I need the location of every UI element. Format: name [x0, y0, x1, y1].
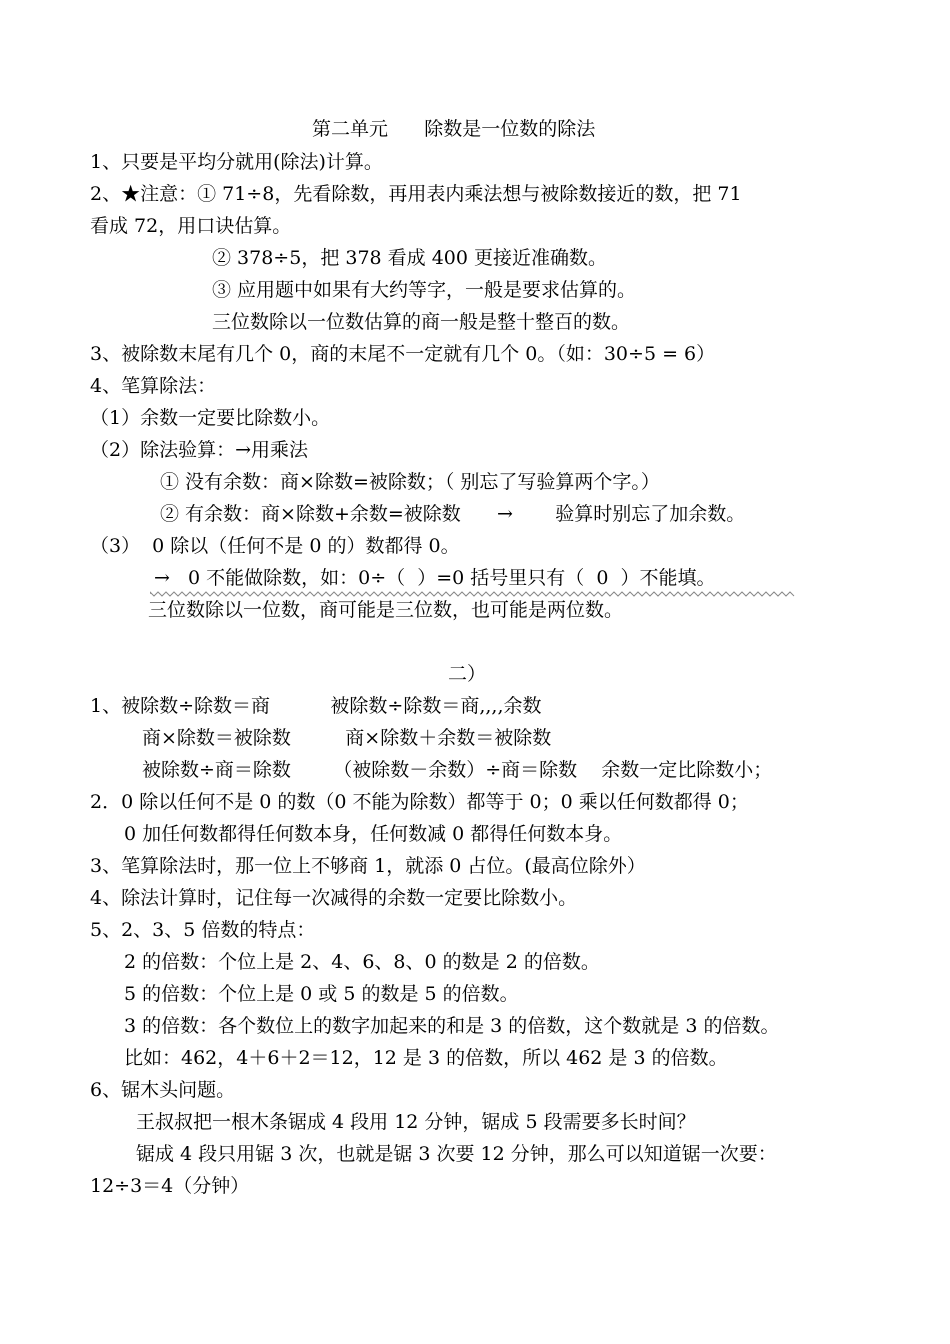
text-line: 5、2、3、5 倍数的特点：: [90, 919, 316, 941]
text-line: 3 的倍数：各个数位上的数字加起来的和是 3 的倍数，这个数就是 3 的倍数。: [124, 1015, 780, 1037]
text-line: ② 有余数：商×除数+余数=被除数 → 验算时别忘了加余数。: [160, 503, 746, 525]
text-line: （3） 0 除以（任何不是 0 的）数都得 0。: [90, 535, 460, 557]
text-line: 王叔叔把一根木条锯成 4 段用 12 分钟，锯成 5 段需要多长时间？: [136, 1111, 696, 1133]
text-line: 被除数÷商＝除数 （被除数－余数）÷商＝除数 余数一定比除数小；: [142, 759, 773, 781]
text-line: 三位数除以一位数估算的商一般是整十整百的数。: [212, 311, 631, 333]
wavy-underline: [150, 591, 795, 597]
section-heading: 二）: [448, 663, 487, 685]
text-line: 2．0 除以任何不是 0 的数（0 不能为除数）都等于 0；0 乘以任何数都得 0；: [90, 791, 749, 813]
text-line: 1、被除数÷除数＝商 被除数÷除数＝商,,,,余数: [90, 695, 542, 717]
text-line: 2、★注意：① 71÷8，先看除数，再用表内乘法想与被除数接近的数，把 71: [90, 183, 742, 205]
text-line: 4、笔算除法：: [90, 375, 217, 397]
text-line: 三位数除以一位数，商可能是三位数，也可能是两位数。: [148, 599, 624, 621]
text-line: 比如：462，4＋6＋2＝12，12 是 3 的倍数，所以 462 是 3 的倍数。: [124, 1047, 728, 1069]
text-line: 3、被除数末尾有几个 0，商的末尾不一定就有几个 0。（如：30÷5 = 6）: [90, 343, 716, 365]
text-line: 看成 72，用口诀估算。: [90, 215, 292, 237]
text-line: 6、锯木头问题。: [90, 1079, 236, 1101]
text-line: 5 的倍数：个位上是 0 或 5 的数是 5 的倍数。: [124, 983, 519, 1005]
text-line: 3、笔算除法时，那一位上不够商 1，就添 0 占位。(最高位除外）: [90, 855, 646, 877]
text-line: → 0 不能做除数，如：0÷（ ）=0 括号里只有（ 0 ）不能填。: [154, 567, 716, 589]
text-line: （2）除法验算：→用乘法: [90, 439, 309, 461]
text-line: ② 378÷5，把 378 看成 400 更接近准确数。: [212, 247, 608, 269]
text-line: ① 没有余数：商×除数=被除数；（ 别忘了写验算两个字。）: [160, 471, 660, 493]
text-line: 2 的倍数：个位上是 2、4、6、8、0 的数是 2 的倍数。: [124, 951, 600, 973]
text-line: 0 加任何数都得任何数本身，任何数减 0 都得任何数本身。: [124, 823, 623, 845]
text-line: 12÷3＝4（分钟）: [90, 1175, 250, 1197]
text-line: （1）余数一定要比除数小。: [90, 407, 331, 429]
text-line: 锯成 4 段只用锯 3 次，也就是锯 3 次要 12 分钟，那么可以知道锯一次要：: [136, 1143, 777, 1165]
text-line: 1、只要是平均分就用(除法)计算。: [90, 151, 383, 173]
text-line: 商×除数＝被除数 商×除数＋余数＝被除数: [142, 727, 552, 749]
text-line: ③ 应用题中如果有大约等字，一般是要求估算的。: [212, 279, 637, 301]
text-line: 4、除法计算时，记住每一次减得的余数一定要比除数小。: [90, 887, 578, 909]
page-title: 第二单元 除数是一位数的除法: [312, 118, 596, 140]
